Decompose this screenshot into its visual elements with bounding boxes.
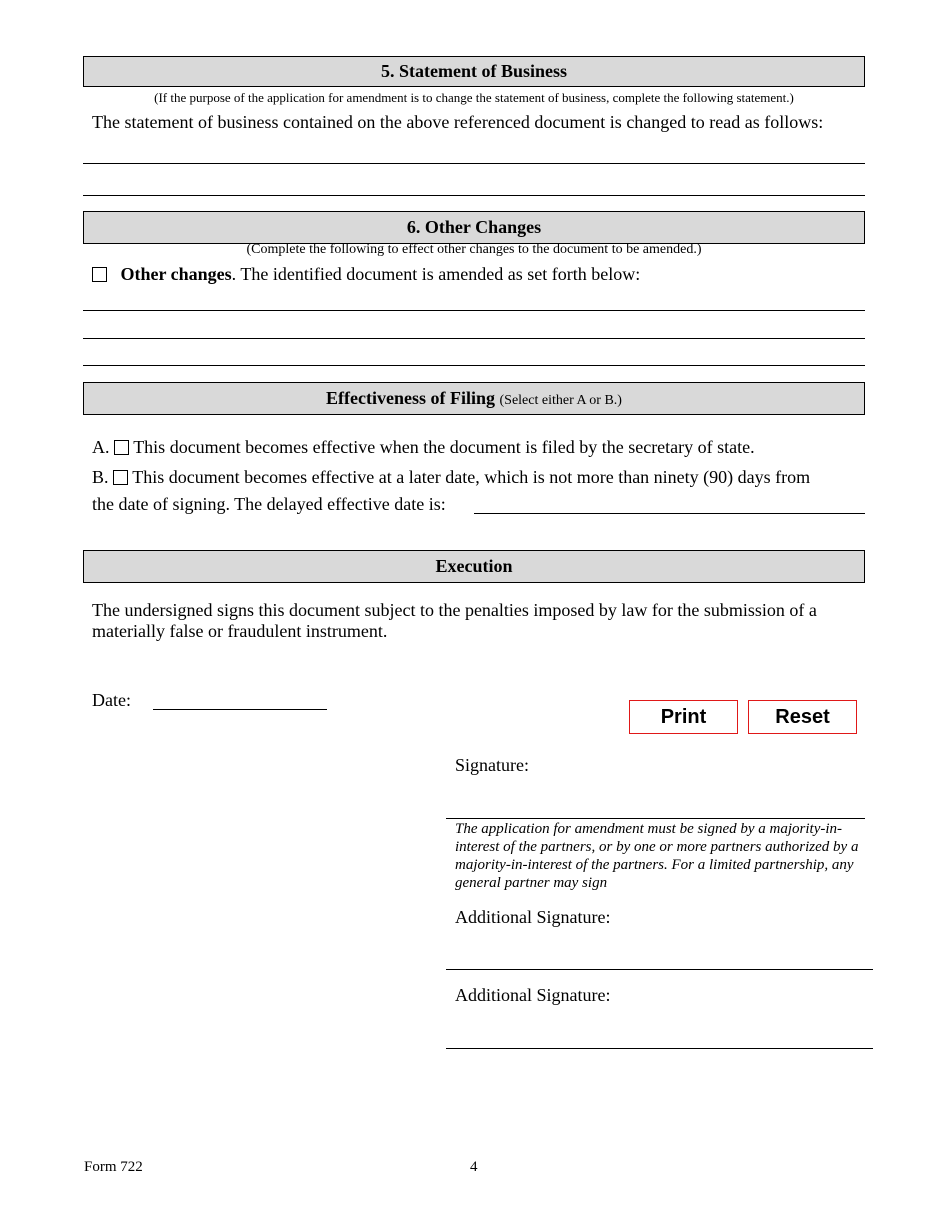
other-changes-row: [92, 263, 640, 285]
date-label: Date:: [92, 690, 131, 710]
effectiveness-header: [83, 382, 865, 415]
section-6-header: [83, 211, 865, 244]
statement-line-2[interactable]: [83, 195, 865, 196]
execution-title: Execution: [435, 556, 513, 576]
execution-statement-line-2: materially false or fraudulent instrument.: [92, 621, 388, 641]
effectiveness-subtitle: (Select either A or B.): [499, 393, 622, 408]
other-changes-label: Other changes: [120, 264, 232, 284]
option-a-letter: A.: [92, 437, 110, 457]
additional-signature-1-field[interactable]: [446, 969, 873, 970]
option-b-text: This document becomes effective at a later date, which is not more than ninety (90) days from: [132, 467, 811, 487]
other-changes-checkbox[interactable]: [92, 267, 107, 282]
delayed-effective-date-field[interactable]: [474, 513, 865, 514]
other-changes-line-1[interactable]: [83, 310, 865, 311]
section-6-title: 6. Other Changes: [406, 217, 542, 237]
section-5-statement: The statement of business contained on the above referenced document is changed to read as follows:: [92, 112, 824, 132]
option-b-checkbox[interactable]: [113, 470, 128, 485]
statement-line-1[interactable]: [83, 163, 865, 164]
effectiveness-title: Effectiveness of Filing: [326, 388, 495, 408]
signature-field[interactable]: [446, 818, 865, 819]
other-changes-line-3[interactable]: [83, 365, 865, 366]
option-a-checkbox[interactable]: [114, 440, 129, 455]
option-b-letter: B.: [92, 467, 109, 487]
section-5-header: [83, 56, 865, 87]
additional-signature-2-field[interactable]: [446, 1048, 873, 1049]
page-number: 4: [470, 1159, 478, 1175]
other-changes-line-2[interactable]: [83, 338, 865, 339]
form-number: Form 722: [84, 1159, 143, 1175]
option-a-row: [92, 436, 755, 458]
section-5-title: 5. Statement of Business: [380, 61, 567, 81]
option-b-continuation: the date of signing. The delayed effective date is:: [92, 494, 446, 514]
reset-button[interactable]: Reset: [748, 700, 857, 734]
execution-statement-line-1: The undersigned signs this document subject to the penalties imposed by law for the submission of a: [92, 600, 817, 620]
other-changes-description: . The identified document is amended as set forth below:: [231, 264, 641, 284]
section-6-note: (Complete the following to effect other changes to the document to be amended.): [246, 242, 702, 257]
signature-label: Signature:: [455, 755, 529, 775]
print-button[interactable]: Print: [629, 700, 738, 734]
additional-signature-2-label: Additional Signature:: [455, 985, 611, 1005]
option-a-text: This document becomes effective when the document is filed by the secretary of state.: [133, 437, 755, 457]
option-b-row: [92, 466, 810, 488]
additional-signature-1-label: Additional Signature:: [455, 907, 611, 927]
signature-note: The application for amendment must be signed by a majority-in-interest of the partners, or by one or more partners authorized by a majority-in-interest of the partners. For a limited partnership, any general partner may sign: [455, 821, 859, 891]
execution-header: [83, 550, 865, 583]
date-field[interactable]: [153, 709, 327, 710]
section-5-note: (If the purpose of the application for amendment is to change the statement of business, complete the following statement.): [154, 90, 794, 105]
